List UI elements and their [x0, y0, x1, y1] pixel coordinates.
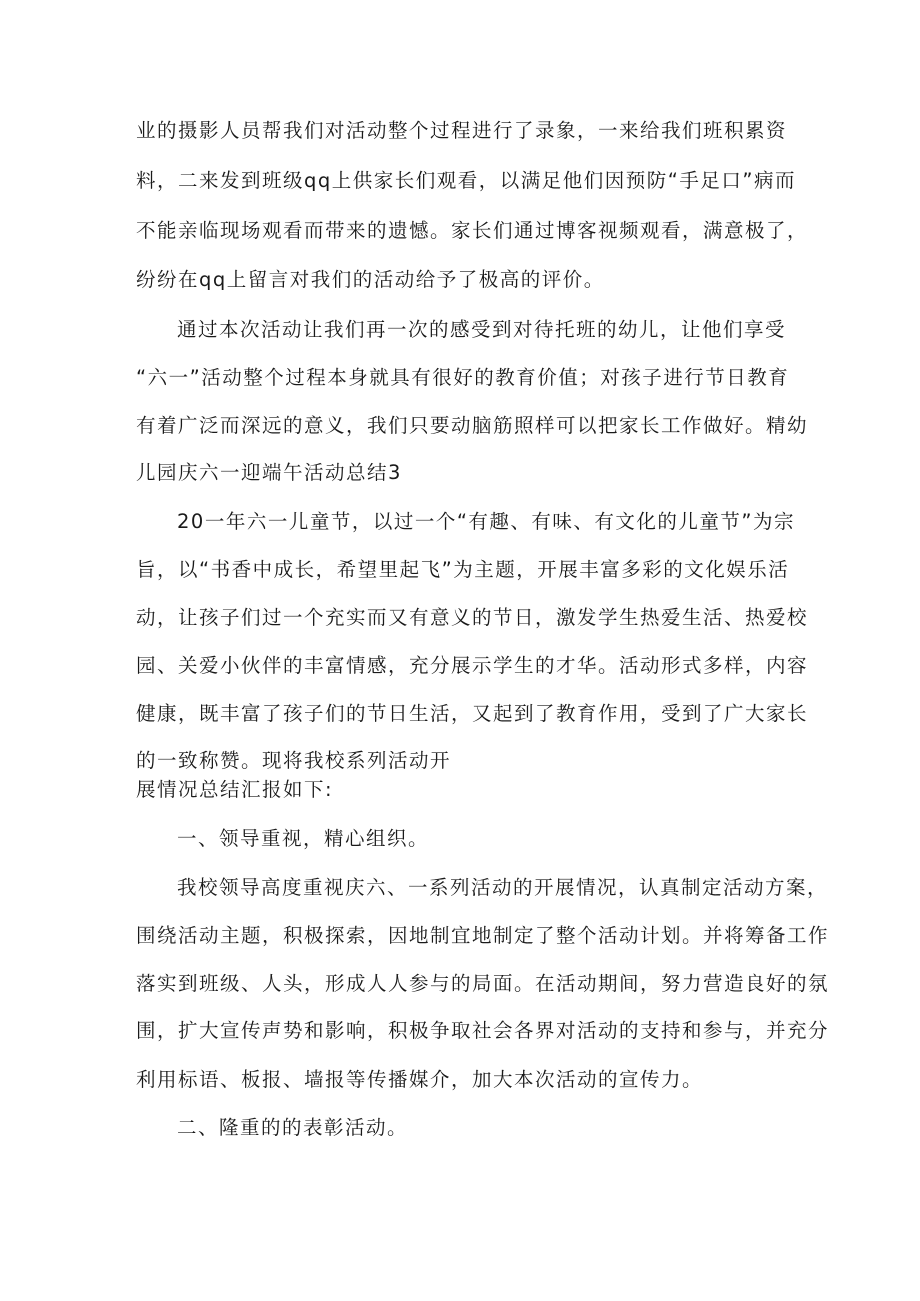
text-line: 业的摄影人员帮我们对活动整个过程进行了录象，一来给我们班积累资 — [136, 119, 788, 142]
text-line: 儿园庆六一迎端午活动总结3 — [136, 461, 402, 484]
text-line: 20一年六一儿童节，以过一个“有趣、有味、有文化的儿童节”为宗 — [177, 510, 796, 533]
text-line: 健康，既丰富了孩子们的节日生活，又起到了教育作用，受到了广大家长 — [136, 702, 809, 725]
text-line: 落实到班级、人头，形成人人参与的局面。在活动期间，努力营造良好的氛 — [136, 972, 830, 995]
text-line: 利用标语、板报、墙报等传播媒介，加大本次活动的宣传力。 — [136, 1068, 704, 1091]
text-line: 我校领导高度重视庆六、一系列活动的开展情况，认真制定活动方案， — [177, 876, 829, 899]
section-heading: 二、隆重的的表彰活动。 — [177, 1116, 409, 1139]
text-line: 纷纷在qq上留言对我们的活动给予了极高的评价。 — [136, 268, 605, 291]
text-line: 旨，以“书香中成长，希望里起飞”为主题，开展丰富多彩的文化娱乐活 — [136, 558, 790, 581]
text-line: 围绕活动主题，积极探索，因地制宜地制定了整个活动计划。并将筹备工作 — [136, 924, 830, 947]
text-line: 展情况总结汇报如下: — [136, 778, 334, 801]
text-line: 通过本次活动让我们再一次的感受到对待托班的幼儿，让他们享受 — [177, 318, 787, 341]
text-line: 园、关爱小伙伴的丰富情感，充分展示学生的才华。活动形式多样，内容 — [136, 654, 809, 677]
text-line: 围，扩大宣传声势和影响，积极争取社会各界对活动的支持和参与，并充分 — [136, 1019, 830, 1042]
text-line: 的一致称赞。现将我校系列活动开 — [136, 749, 452, 772]
text-line: 不能亲临现场观看而带来的遗憾。家长们通过博客视频观看，满意极了， — [136, 219, 809, 242]
text-line: 动，让孩子们过一个充实而又有意义的节日，激发学生热爱生活、热爱校 — [136, 606, 809, 629]
text-line: 有着广泛而深远的意义，我们只要动脑筋照样可以把家长工作做好。精幼 — [136, 414, 809, 437]
text-line: “六一”活动整个过程本身就具有很好的教育价值；对孩子进行节日教育 — [136, 366, 790, 389]
section-heading: 一、领导重视，精心组织。 — [177, 827, 430, 850]
text-line: 料，二来发到班级qq上供家长们观看，以满足他们因预防“手足口”病而 — [136, 169, 796, 192]
